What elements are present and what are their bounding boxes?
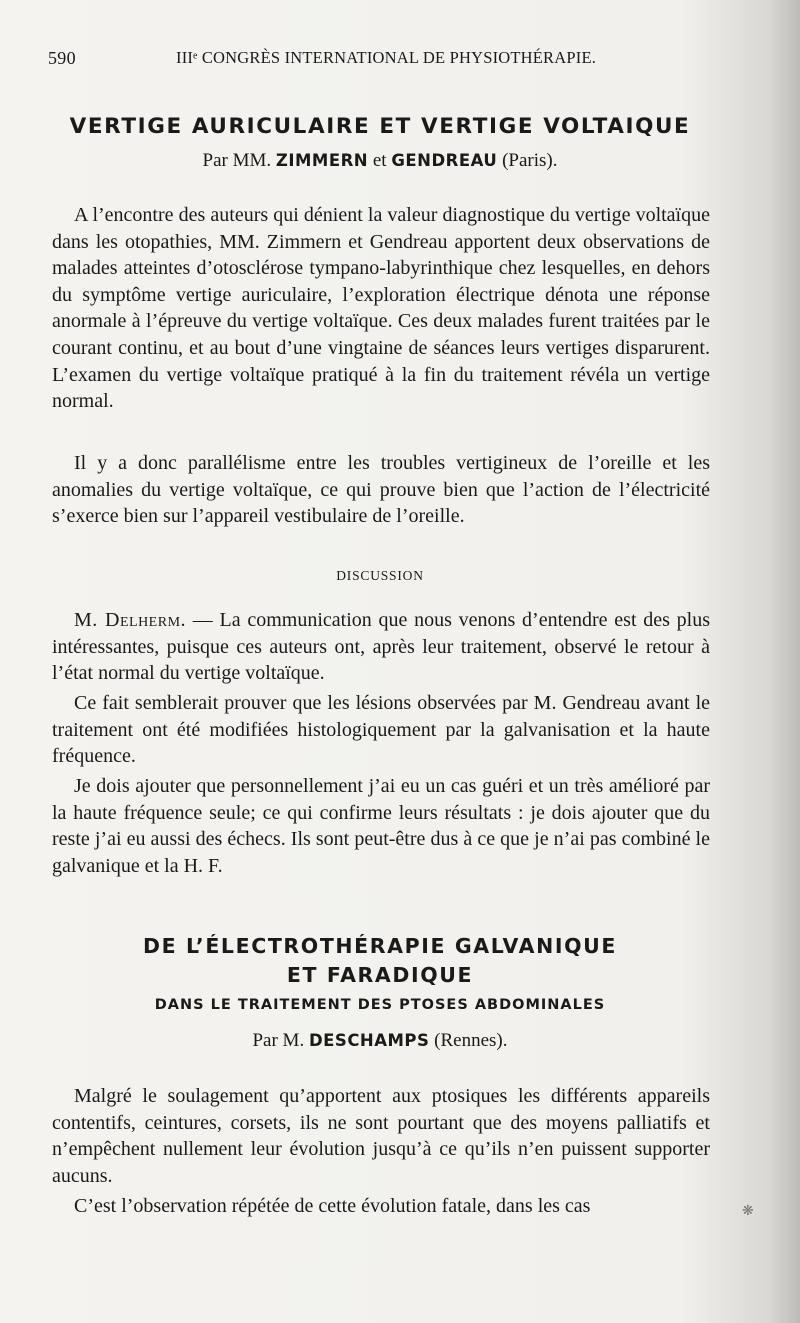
body-paragraph: Malgré le soulagement qu’apportent aux ptosiques les différents appareils contentifs, ceintures, corsets, ils ne sont pourtant que des moyens palliatifs et n’empêchent nullement leur évolution jusqu’à ce qu’ils n’en puissent supporter aucuns.: [52, 1085, 710, 1187]
article-title: VERTIGE AURICULAIRE ET VERTIGE VOLTAIQUE: [69, 114, 691, 139]
discussion-paragraph: [52, 607, 710, 687]
speaker-name: M. Delherm.: [74, 609, 187, 631]
article-byline: [50, 150, 710, 172]
author-name: ZIMMERN: [275, 151, 369, 170]
article-title-continued: ET FARADIQUE: [286, 963, 474, 987]
speaker-remark: — La communication que nous venons d’entendre est des plus intéressantes, puisque ces auteurs ont, après leur traitement, observé le retour à l’état normal du vertige voltaïque.: [52, 609, 710, 685]
article-title: DE L’ÉLECTROTHÉRAPIE GALVANIQUE: [143, 934, 617, 958]
byline-conjunction: et: [368, 150, 392, 171]
byline-location: (Rennes).: [429, 1030, 508, 1051]
running-title: IIIᵉ CONGRÈS INTERNATIONAL DE PHYSIOTHÉRAPIE.: [176, 48, 597, 67]
body-paragraph: C’est l’observation répétée de cette évolution fatale, dans les cas: [74, 1195, 591, 1217]
ink-speck: ❋: [742, 1204, 754, 1219]
byline-prefix: Par MM.: [202, 150, 276, 171]
author-name: GENDREAU: [391, 151, 498, 170]
byline-location: (Paris).: [497, 150, 558, 171]
discussion-paragraph: Je dois ajouter que personnellement j’ai eu un cas guéri et un très amélioré par la haute fréquence seule; ce qui confirme leurs résultats : je dois ajouter que du reste j’ai eu aussi des échecs. Ils sont peut-être dus à ce que je n’ai pas combiné le galvanique et la H. F.: [52, 775, 710, 877]
article-subtitle: DANS LE TRAITEMENT DES PTOSES ABDOMINALES: [154, 997, 606, 1013]
page-number: 590: [48, 48, 76, 68]
body-paragraph: A l’encontre des auteurs qui dénient la valeur diagnostique du vertige voltaïque dans les otopathies, MM. Zimmern et Gendreau apportent deux observations de malades atteintes d’otosclérose tympano-labyrinthique chez lesquelles, en dehors du symptôme vertige auriculaire, l’exploration électrique dénota une réponse anormale à l’épreuve du vertige voltaïque. Ces deux malades furent traitées par le courant continu, et au bout d’une vingtaine de séances leurs vertiges disparurent. L’examen du vertige voltaïque pratiqué à la fin du traitement révéla un vertige normal.: [52, 204, 710, 413]
discussion-heading: DISCUSSION: [336, 568, 424, 583]
author-name: DESCHAMPS: [308, 1031, 430, 1050]
byline-prefix: Par M.: [252, 1030, 309, 1051]
article-byline: [50, 1030, 710, 1052]
body-paragraph: Il y a donc parallélisme entre les troubles vertigineux de l’oreille et les anomalies du vertige voltaïque, ce qui prouve bien que l’action de l’électricité s’exerce bien sur l’appareil vestibulaire de l’oreille.: [52, 452, 710, 528]
discussion-paragraph: Ce fait semblerait prouver que les lésions observées par M. Gendreau avant le traitement ont été modifiées histologiquement par la galvanisation et la haute fréquence.: [52, 692, 710, 768]
